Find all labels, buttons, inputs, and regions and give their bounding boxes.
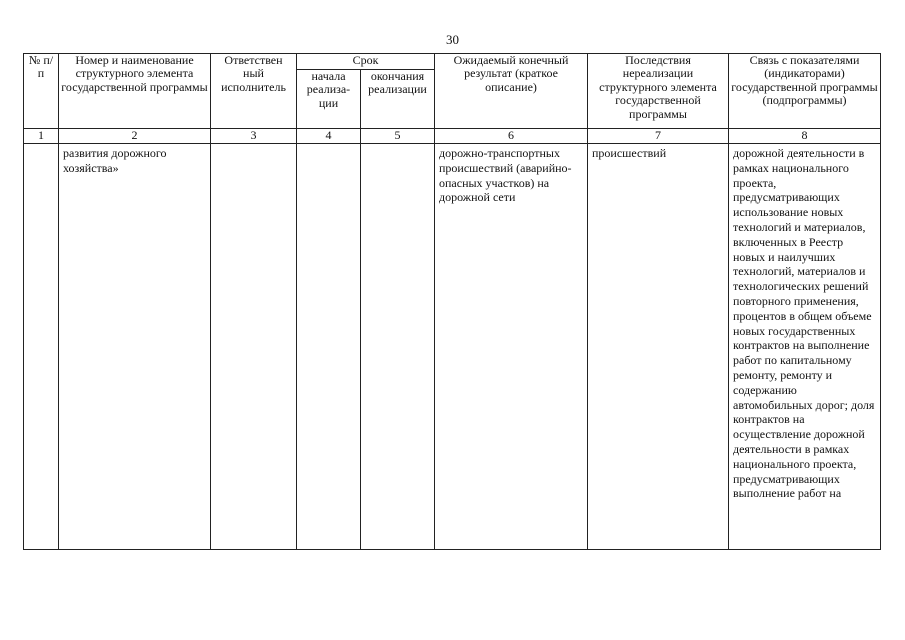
- cell-end: [361, 144, 435, 550]
- cell-element-name: развития дорожного хозяйства»: [59, 144, 211, 550]
- cell-start: [297, 144, 361, 550]
- column-number: 1: [24, 129, 59, 144]
- column-number: 4: [297, 129, 361, 144]
- column-number: 5: [361, 129, 435, 144]
- table-row: [24, 144, 881, 550]
- column-number: 2: [59, 129, 211, 144]
- program-table: [23, 53, 881, 550]
- cell-responsible: [211, 144, 297, 550]
- page-number: 30: [446, 32, 459, 47]
- cell-expected-result: дорожно-транспортных происшествий (аварийно-опасных участков) на дорожной сети: [435, 144, 588, 550]
- header-start: начала реализа- ции: [297, 70, 361, 129]
- header-responsible: Ответствен ный исполнитель: [211, 54, 297, 129]
- column-number-row: [24, 129, 881, 144]
- column-number: 6: [435, 129, 588, 144]
- header-term: Срок: [297, 54, 435, 70]
- cell-consequences: происшествий: [588, 144, 729, 550]
- column-number: 7: [588, 129, 729, 144]
- header-consequences: Последствия нереализации структурного элемента государственной программы: [588, 54, 729, 129]
- column-number: 8: [729, 129, 881, 144]
- header-end: окончания реализации: [361, 70, 435, 129]
- column-number: 3: [211, 129, 297, 144]
- cell-number: [24, 144, 59, 550]
- header-number: № п/п: [24, 54, 59, 129]
- header-expected-result: Ожидаемый конечный результат (краткое описание): [435, 54, 588, 129]
- header-indicators-link: Связь с показателями (индикаторами) государственной программы (подпрограммы): [729, 54, 881, 129]
- header-element-name: Номер и наименование структурного элемента государственной программы: [59, 54, 211, 129]
- cell-indicators-link: дорожной деятельности в рамках национального проекта, предусматривающих использование новых технологий и материалов, включенных в Реестр новых и наилучших технологий, материалов и технологических решений повторного применения, процентов в общем объеме новых государственных контрактов на выполнение работ по капитальному ремонту, ремонту и содержанию автомобильных дорог; доля контрактов на осуществление дорожной деятельности в рамках национального проекта, предусматривающих выполнение работ на: [729, 144, 881, 550]
